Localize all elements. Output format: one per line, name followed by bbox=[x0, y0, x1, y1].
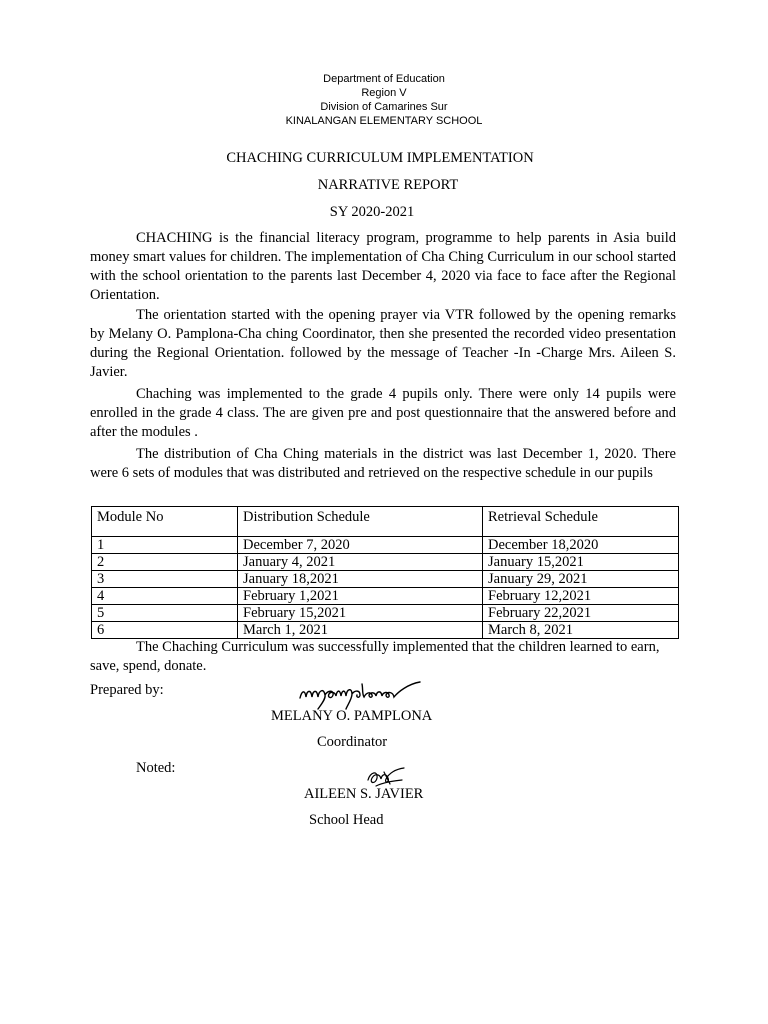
prepared-by-label: Prepared by: bbox=[90, 682, 164, 698]
letterhead-department: Department of Education bbox=[323, 73, 445, 85]
distribution-date: January 4, 2021 bbox=[238, 554, 483, 571]
column-header-distribution: Distribution Schedule bbox=[238, 507, 483, 537]
paragraph-orientation: The orientation started with the opening prayer via VTR followed by the opening remarks by Melany O. Pamplona-Cha ching Coordinator, then she presented the recorded video presentation during the Regional Orientation. followed by the message of Teacher -In -Charge Mrs. Aileen S. Javier. bbox=[90, 307, 676, 380]
table-header-row bbox=[92, 507, 679, 537]
preparer-name: MELANY O. PAMPLONA bbox=[271, 708, 433, 724]
table-row bbox=[92, 588, 679, 605]
preparer-title: Coordinator bbox=[317, 734, 388, 750]
paragraph-intro: CHACHING is the financial literacy program, programme to help parents in Asia build money smart values for children. The implementation of Cha Ching Curriculum in our school started with the school orientation to the parents last December 4, 2020 via face to face after the Regional Orientation. bbox=[90, 230, 676, 303]
report-title: CHACHING CURRICULUM IMPLEMENTATION bbox=[226, 150, 534, 166]
retrieval-date: February 22,2021 bbox=[483, 605, 679, 622]
letterhead bbox=[0, 72, 768, 128]
noted-label: Noted: bbox=[136, 760, 176, 776]
table-row bbox=[92, 554, 679, 571]
column-header-module: Module No bbox=[92, 507, 238, 537]
retrieval-date: March 8, 2021 bbox=[483, 622, 679, 639]
table-row bbox=[92, 537, 679, 554]
retrieval-date: December 18,2020 bbox=[483, 537, 679, 554]
preparer-signature bbox=[296, 676, 428, 710]
retrieval-date: January 29, 2021 bbox=[483, 571, 679, 588]
distribution-date: February 1,2021 bbox=[238, 588, 483, 605]
letterhead-division: Division of Camarines Sur bbox=[320, 101, 448, 113]
module-no: 5 bbox=[92, 605, 238, 622]
retrieval-date: January 15,2021 bbox=[483, 554, 679, 571]
module-no: 3 bbox=[92, 571, 238, 588]
distribution-date: December 7, 2020 bbox=[238, 537, 483, 554]
letterhead-school: KINALANGAN ELEMENTARY SCHOOL bbox=[285, 115, 483, 127]
school-head-name: AILEEN S. JAVIER bbox=[304, 786, 424, 802]
table-row bbox=[92, 622, 679, 639]
letterhead-region: Region V bbox=[361, 87, 407, 99]
school-year: SY 2020-2021 bbox=[329, 204, 415, 220]
distribution-date: March 1, 2021 bbox=[238, 622, 483, 639]
paragraph-conclusion: The Chaching Curriculum was successfully implemented that the children learned to earn, save, spend, donate. bbox=[90, 639, 660, 674]
paragraph-implementation: Chaching was implemented to the grade 4 pupils only. There were only 14 pupils were enrolled in the grade 4 class. The are given pre and post questionnaire that the answered before and after the modules . bbox=[90, 386, 676, 440]
distribution-date: February 15,2021 bbox=[238, 605, 483, 622]
retrieval-date: February 12,2021 bbox=[483, 588, 679, 605]
module-schedule-table bbox=[91, 506, 679, 639]
table-row bbox=[92, 571, 679, 588]
module-no: 6 bbox=[92, 622, 238, 639]
column-header-retrieval: Retrieval Schedule bbox=[483, 507, 679, 537]
report-subtitle: NARRATIVE REPORT bbox=[317, 177, 459, 193]
paragraph-distribution: The distribution of Cha Ching materials in the district was last December 1, 2020. There were 6 sets of modules that was distributed and retrieved on the respective schedule in our pupils bbox=[90, 446, 676, 481]
school-head-title: School Head bbox=[309, 812, 384, 828]
module-no: 4 bbox=[92, 588, 238, 605]
module-no: 1 bbox=[92, 537, 238, 554]
module-no: 2 bbox=[92, 554, 238, 571]
distribution-date: January 18,2021 bbox=[238, 571, 483, 588]
table-row bbox=[92, 605, 679, 622]
